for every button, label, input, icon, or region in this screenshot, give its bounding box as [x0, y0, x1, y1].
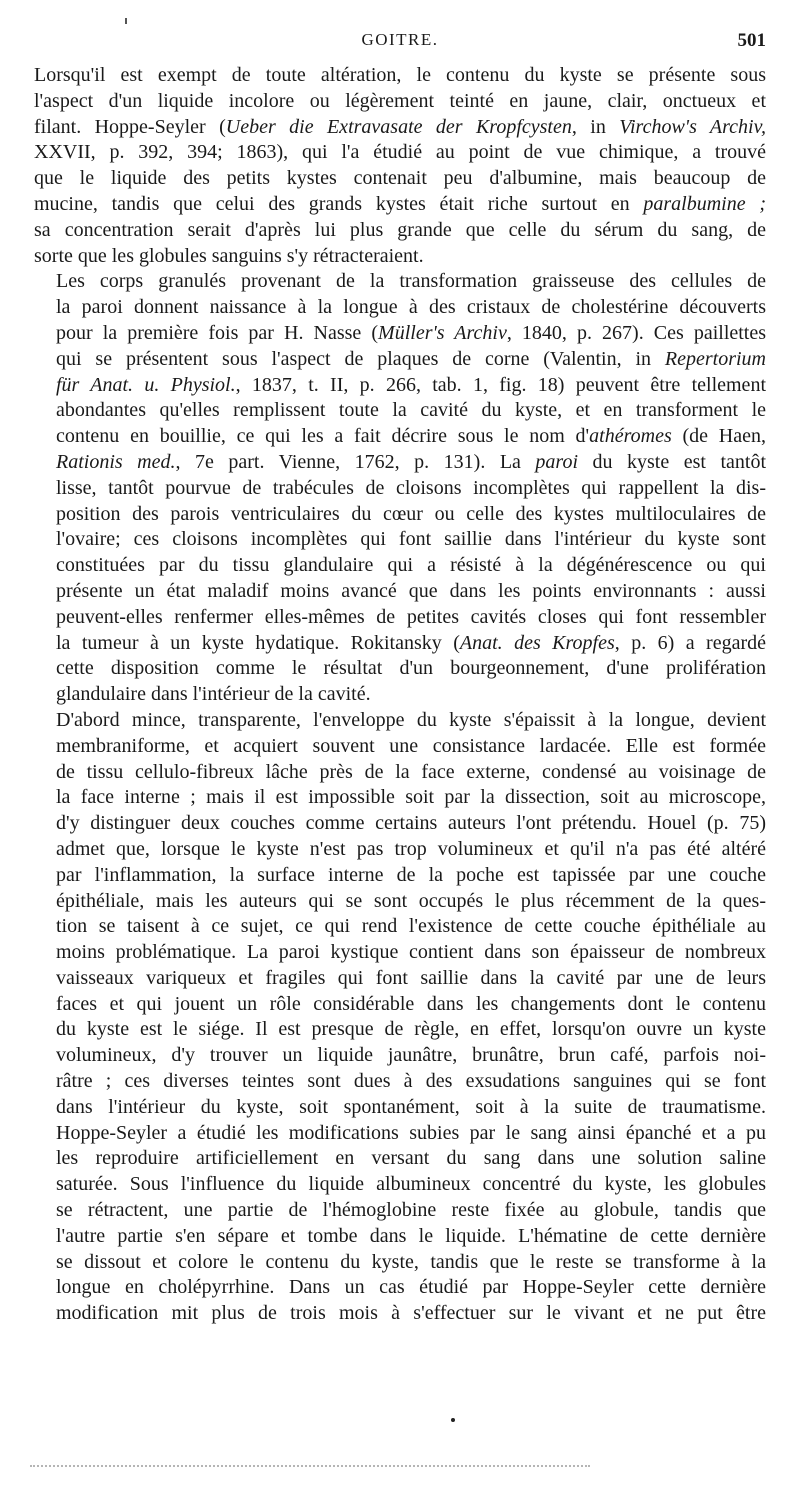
text-line: sorte que les globules sanguins s'y rétracteraient.	[34, 244, 424, 267]
text-line: les reproduire artificiellement en versant du sang dans une solution saline	[56, 1147, 766, 1170]
text-line: D'abord mince, transparente, l'enveloppe du kyste s'épaissit à la longue, devient	[56, 708, 766, 731]
text-line: constituées par du tissu glandulaire qui a résisté à la dégénérescence ou qui	[56, 554, 766, 577]
text-line: que le liquide des petits kystes contenait peu d'albumine, mais beaucoup de	[34, 167, 766, 190]
text-run: , 1840, p. 267). Ces paillettes	[506, 321, 767, 344]
text-line	[34, 115, 766, 141]
text-line: se rétractent, une partie de l'hémoglobine reste fixée au globule, tandis que	[56, 1199, 766, 1222]
page-number: 501	[737, 30, 766, 51]
footer-rule	[30, 1465, 590, 1467]
paragraph	[34, 63, 766, 269]
text-run: contenu en bouillie, ce qui les a fait décrire sous le nom d'	[56, 425, 590, 448]
text-line: l'autre partie s'en sépare et tombe dans le liquide. L'hématine de cette dernière	[56, 1224, 766, 1247]
italic-text: Müller's Archiv	[378, 321, 507, 344]
text-line: position des parois ventriculaires du cœur ou celle des kystes multiloculaires de	[56, 502, 766, 525]
text-line: par l'inflammation, la surface interne de la poche est tapissée par une couche	[56, 863, 766, 886]
text-line: saturée. Sous l'influence du liquide albumineux concentré du kyste, les globules	[56, 1173, 766, 1196]
text-line	[34, 424, 766, 450]
text-line: d'y distinguer deux couches comme certains auteurs l'ont prétendu. Houel (p. 75)	[56, 812, 766, 835]
text-line: lisse, tantôt pourvue de trabécules de cloisons incomplètes qui rappellent la dis-	[56, 476, 766, 499]
text-line: modification mit plus de trois mois à s'effectuer sur le vivant et ne put être	[56, 1302, 766, 1325]
text-line: l'ovaire; ces cloisons incomplètes qui font saillie dans l'intérieur du kyste sont	[56, 528, 766, 551]
text-line: longue en cholépyrrhine. Dans un cas étudié par Hoppe-Seyler cette dernière	[56, 1276, 766, 1299]
text-run: mucine, tandis que celui des grands kystes était riche surtout en	[34, 192, 644, 215]
italic-text: Rationis med.	[56, 450, 176, 473]
text-line: membraniforme, et acquiert souvent une consistance lardacée. Elle est formée	[56, 734, 766, 757]
text-run: du kyste est tantôt	[578, 450, 767, 473]
text-line: volumineux, d'y trouver un liquide jaunâtre, brunâtre, brun café, parfois noi-	[56, 1044, 766, 1067]
italic-text: Anat. des Kropfes	[459, 631, 615, 654]
text-run: , p. 6) a regardé	[614, 631, 766, 654]
margin-mark	[125, 18, 127, 24]
text-line	[34, 450, 766, 476]
text-line: sa concentration serait d'après lui plus grande que celle du sérum du sang, de	[34, 218, 766, 241]
text-line: moins problématique. La paroi kystique contient dans son épaisseur de nombreux	[56, 941, 766, 964]
text-line: glandulaire dans l'intérieur de la cavité.	[56, 683, 371, 706]
text-line: Lorsqu'il est exempt de toute altération, le contenu du kyste se présente sous	[34, 64, 766, 86]
text-line: du kyste est le siége. Il est presque de règle, en effet, lorsqu'on ouvre un kyste	[56, 1018, 766, 1041]
italic-text: Ueber die Extravasate der Kropfcysten	[225, 115, 572, 138]
text-line: Les corps granulés provenant de la transformation graisseuse des cellules de	[56, 270, 766, 293]
text-run: pour la première fois par H. Nasse (	[56, 321, 379, 344]
text-line: tion se taisent à ce sujet, ce qui rend l'existence de cette couche épithéliale au	[56, 915, 766, 938]
text-line: l'aspect d'un liquide incolore ou légèrement teinté en jaune, clair, onctueux et	[34, 89, 766, 112]
printer-dot	[451, 1418, 455, 1422]
text-line: faces et qui jouent un rôle considérable dans les changements dont le contenu	[56, 992, 766, 1015]
text-run: filant. Hoppe-Seyler (	[34, 115, 226, 138]
text-line: cette disposition comme le résultat d'un bourgeonnement, d'une prolifération	[56, 657, 766, 680]
text-run: , 1837, t. II, p. 266, tab. 1, fig. 18) peuvent être tellement	[235, 373, 766, 396]
text-line: râtre ; ces diverses teintes sont dues à des exsudations sanguines qui se font	[56, 1070, 766, 1093]
text-line	[34, 321, 766, 347]
text-line: la face interne ; mais il est impossible soit par la dissection, soit au microscope,	[56, 786, 766, 809]
italic-text: paralbumine ;	[643, 192, 766, 215]
running-title: GOITRE.	[361, 30, 439, 49]
text-line: de tissu cellulo-fibreux lâche près de la face externe, condensé au voisinage de	[56, 760, 766, 783]
body-text	[34, 63, 766, 1327]
italic-text: paroi	[535, 450, 579, 473]
text-line: épithéliale, mais les auteurs qui se sont occupés le plus récemment de la ques-	[56, 889, 766, 912]
text-line	[34, 373, 766, 399]
text-line: vaisseaux variqueux et fragiles qui font saillie dans la cavité par une de leurs	[56, 966, 766, 989]
text-line: XXVII, p. 392, 394; 1863), qui l'a étudié au point de vue chimique, a trouvé	[34, 141, 766, 164]
text-run: la tumeur à un kyste hydatique. Rokitansky (	[56, 631, 460, 654]
italic-text: Virchow's Archiv,	[619, 115, 766, 138]
text-line: Hoppe-Seyler a étudié les modifications subies par le sang ainsi épanché et a pu	[56, 1121, 766, 1144]
italic-text: für Anat. u. Physiol.	[56, 373, 236, 396]
text-line: admet que, lorsque le kyste n'est pas trop volumineux et qu'il n'a pas été altéré	[56, 837, 766, 860]
text-run: qui se présentent sous l'aspect de plaques de corne (Valentin, in	[56, 347, 665, 370]
paragraph	[34, 269, 766, 708]
text-run: (de Haen,	[671, 425, 767, 448]
text-line: dans l'intérieur du kyste, soit spontanément, soit à la suite de traumatisme.	[56, 1095, 766, 1118]
text-line	[34, 631, 766, 657]
text-line	[34, 192, 766, 218]
text-line: abondantes qu'elles remplissent toute la cavité du kyste, et en transforment le	[56, 399, 766, 422]
text-line	[34, 347, 766, 373]
text-line: présente un état maladif moins avancé que dans les points environnants : aussi	[56, 579, 766, 602]
italic-text: athéromes	[589, 425, 672, 448]
text-line: la paroi donnent naissance à la longue à des cristaux de cholestérine découverts	[56, 296, 766, 319]
page-header	[34, 30, 766, 60]
text-run: , in	[571, 115, 620, 138]
paragraph	[34, 708, 766, 1327]
text-run: , 7e part. Vienne, 1762, p. 131). La	[175, 450, 536, 473]
text-line: se dissout et colore le contenu du kyste, tandis que le reste se transforme à la	[56, 1250, 766, 1273]
text-line: peuvent-elles renfermer elles-mêmes de petites cavités closes qui font ressembler	[56, 605, 766, 628]
italic-text: Repertorium	[664, 347, 766, 370]
